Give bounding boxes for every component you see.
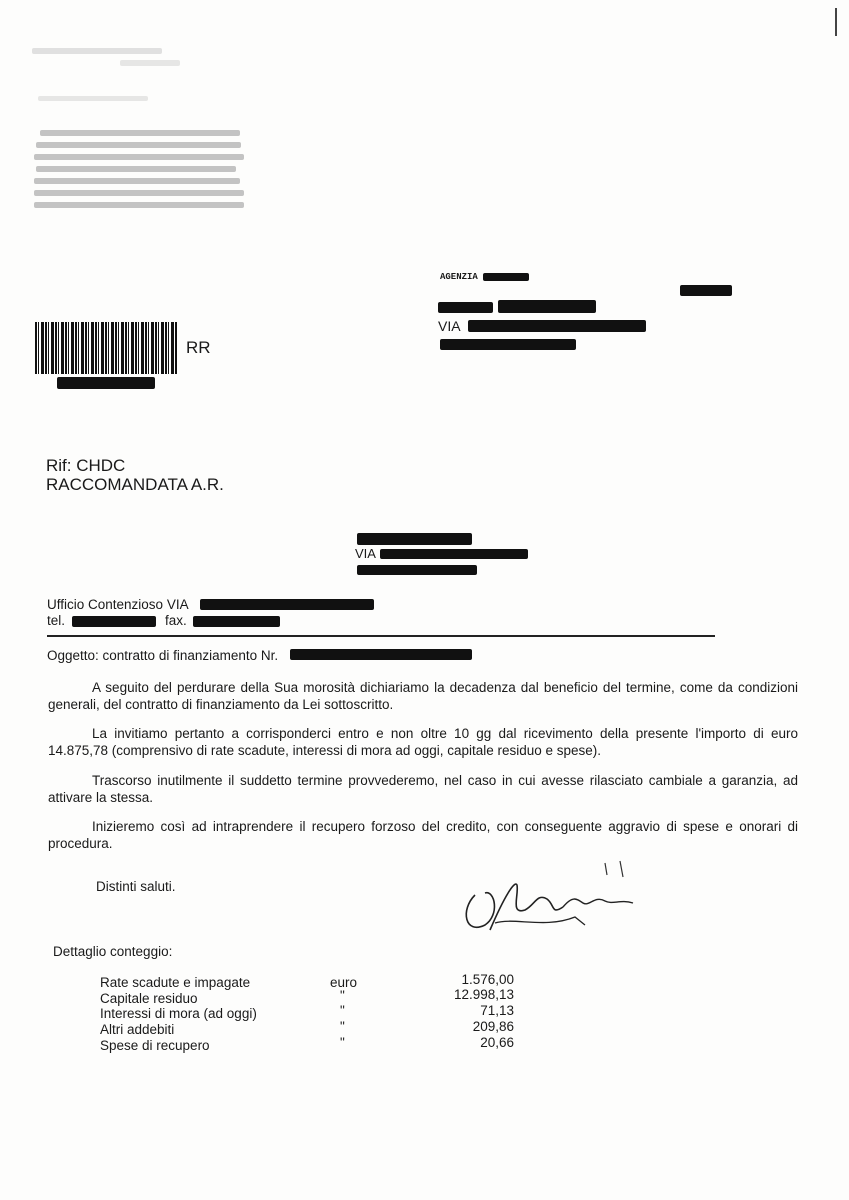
detail-row-unit: " xyxy=(340,1003,345,1018)
detail-row-value: 209,86 xyxy=(472,1019,514,1034)
detail-row-label: Capitale residuo xyxy=(100,991,198,1006)
recipient-address-prefix: VIA xyxy=(355,546,376,561)
office-address-redacted xyxy=(200,599,374,610)
body-paragraph-1: A seguito del perdurare della Sua morosità dichiariamo la decadenza dal beneficio del termine, come da condizioni generali, del contratto di finanziamento da Lei sottoscritto. xyxy=(48,680,798,712)
office-tel-redacted xyxy=(72,616,156,627)
recipient-name-redacted xyxy=(357,533,472,545)
agency-address-prefix: VIA xyxy=(438,318,461,334)
agency-name-redacted xyxy=(483,273,529,281)
reference-rif: Rif: CHDC xyxy=(46,456,126,475)
detail-row-value: 71,13 xyxy=(480,1003,514,1018)
detail-row-unit: euro xyxy=(330,975,358,990)
office-fax-redacted xyxy=(193,616,280,627)
recipient-street-redacted xyxy=(380,549,528,559)
subject: Oggetto: contratto di finanziamento Nr. xyxy=(47,648,279,663)
detail-row-label: Spese di recupero xyxy=(100,1038,210,1053)
body-paragraph-3: Trascorso inutilmente il suddetto termine provvederemo, nel caso in cui avesse rilasciato cambiale a garanzia, ad attivare la stessa. xyxy=(48,773,798,805)
office-fax-label: fax. xyxy=(165,613,187,628)
barcode-number-redacted xyxy=(57,377,155,389)
agency-city-redacted xyxy=(440,339,576,350)
signature xyxy=(455,855,645,945)
closing: Distinti saluti. xyxy=(96,879,176,894)
agency-street-redacted xyxy=(468,320,646,332)
recipient-city-redacted xyxy=(357,565,477,575)
office-tel-label: tel. xyxy=(47,613,66,628)
detail-title: Dettaglio conteggio: xyxy=(53,944,173,959)
barcode xyxy=(35,322,178,374)
body-paragraph-2: La invitiamo pertanto a corrisponderci entro e non oltre 10 gg dal ricevimento della presente l'importo di euro 14.875,78 (comprensivo di rate scadute, interessi di mora ad oggi, capitale residuo e spese). xyxy=(48,726,798,758)
detail-row-value: 1.576,00 xyxy=(461,972,514,987)
detail-row-label: Altri addebiti xyxy=(100,1022,175,1037)
detail-row-value: 12.998,13 xyxy=(453,987,514,1002)
agency-line1-redacted-a xyxy=(438,302,493,313)
barcode-suffix: RR xyxy=(186,338,211,357)
detail-row-value: 20,66 xyxy=(480,1035,514,1050)
agency-line1-redacted-b xyxy=(498,300,596,313)
office-line: Ufficio Contenzioso VIA xyxy=(47,597,189,612)
agency-label: AGENZIA xyxy=(440,272,478,282)
separator-line xyxy=(47,635,715,637)
contract-number-redacted xyxy=(290,649,472,660)
detail-row-unit: " xyxy=(340,1019,345,1034)
body-paragraph-4: Inizieremo così ad intraprendere il recupero forzoso del credito, con conseguente aggravio di spese e onorari di procedura. xyxy=(48,819,798,851)
detail-row-label: Interessi di mora (ad oggi) xyxy=(100,1006,257,1021)
detail-row-label: Rate scadute e impagate xyxy=(100,975,251,990)
reference-type: RACCOMANDATA A.R. xyxy=(46,475,224,494)
detail-row-unit: " xyxy=(340,1035,345,1050)
agency-code-redacted xyxy=(680,285,732,296)
detail-row-unit: " xyxy=(340,988,345,1003)
scan-edge xyxy=(835,8,837,36)
